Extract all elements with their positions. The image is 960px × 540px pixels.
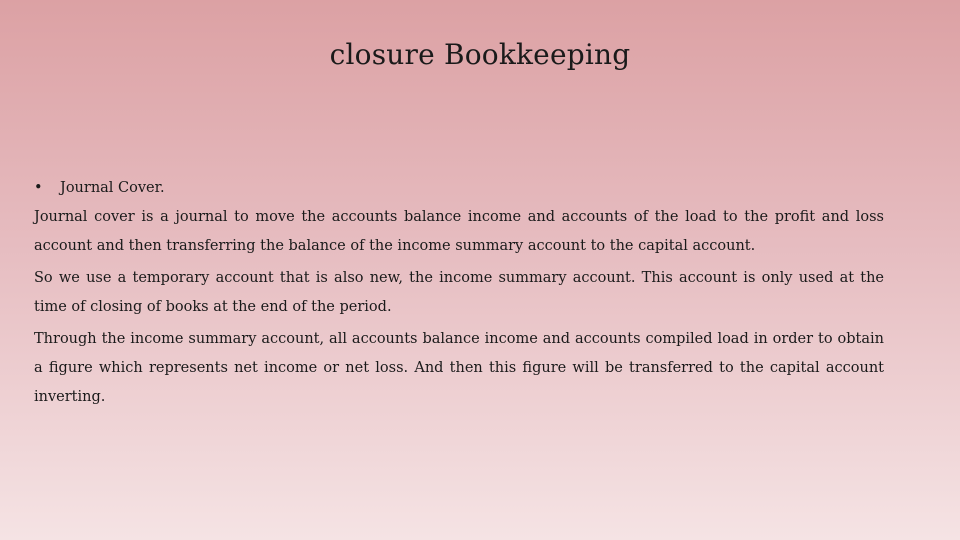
- bullet-item: [34, 174, 884, 203]
- paragraph-1: Journal cover is a journal to move the accounts balance income and accounts of the load to the profit and loss account and then transferring the balance of the income summary account to the capital account.: [34, 209, 884, 254]
- paragraph-2: So we use a temporary account that is also new, the income summary account. This account is only used at the time of closing of books at the end of the period.: [34, 270, 884, 315]
- slide-body: [34, 174, 884, 415]
- bullet-text: Journal Cover.: [60, 180, 165, 196]
- paragraph-3: Through the income summary account, all accounts balance income and accounts compiled load in order to obtain a figure which represents net income or net loss. And then this figure will be transferred to the capital account inverting.: [34, 331, 884, 405]
- bullet-marker: •: [34, 180, 43, 196]
- slide-title: closure Bookkeeping: [329, 38, 631, 71]
